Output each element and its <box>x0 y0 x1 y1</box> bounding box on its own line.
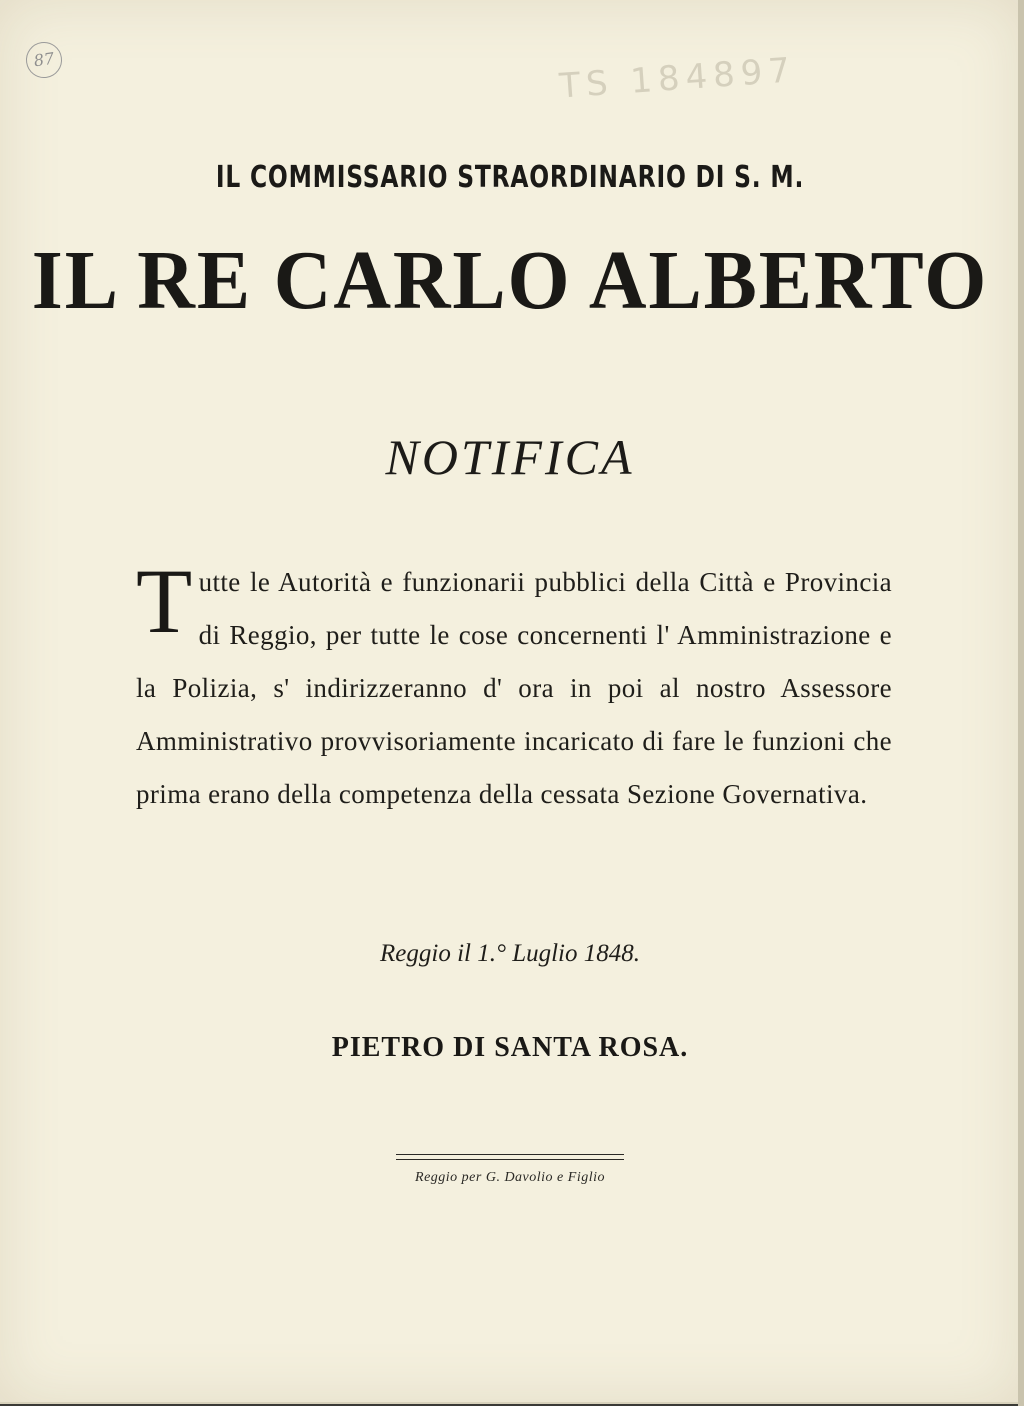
divider-rule-thin <box>396 1159 624 1160</box>
signature: PIETRO DI SANTA ROSA. <box>331 1032 689 1063</box>
header-line: IL COMMISSARIO STRAORDINARIO DI S. M. <box>215 160 805 195</box>
notice-heading: NOTIFICA <box>385 429 635 485</box>
main-title: IL RE CARLO ALBERTO <box>31 234 989 327</box>
pencil-note: TS 184897 <box>558 50 798 107</box>
notice-body-text: utte le Autorità e funzionarii pubblici della Città e Provincia di Reggio, per tutte le cose concernenti l' Amministrazione e la Polizia, s' indirizzeranno d' ora in poi al nostro Assessore Amministrativo provvisoriamente incaricato di fare le funzioni che prima erano della competenza della cessata Sezione Governativa. <box>136 567 892 809</box>
drop-cap: T <box>136 550 193 652</box>
date-line: Reggio il 1.° Luglio 1848. <box>380 940 640 967</box>
notice-body <box>136 550 892 821</box>
divider-rule <box>396 1154 624 1155</box>
scan-edge <box>1018 0 1024 1406</box>
printer-line: Reggio per G. Davolio e Figlio <box>415 1170 605 1185</box>
archive-stamp: 87 <box>24 40 65 81</box>
